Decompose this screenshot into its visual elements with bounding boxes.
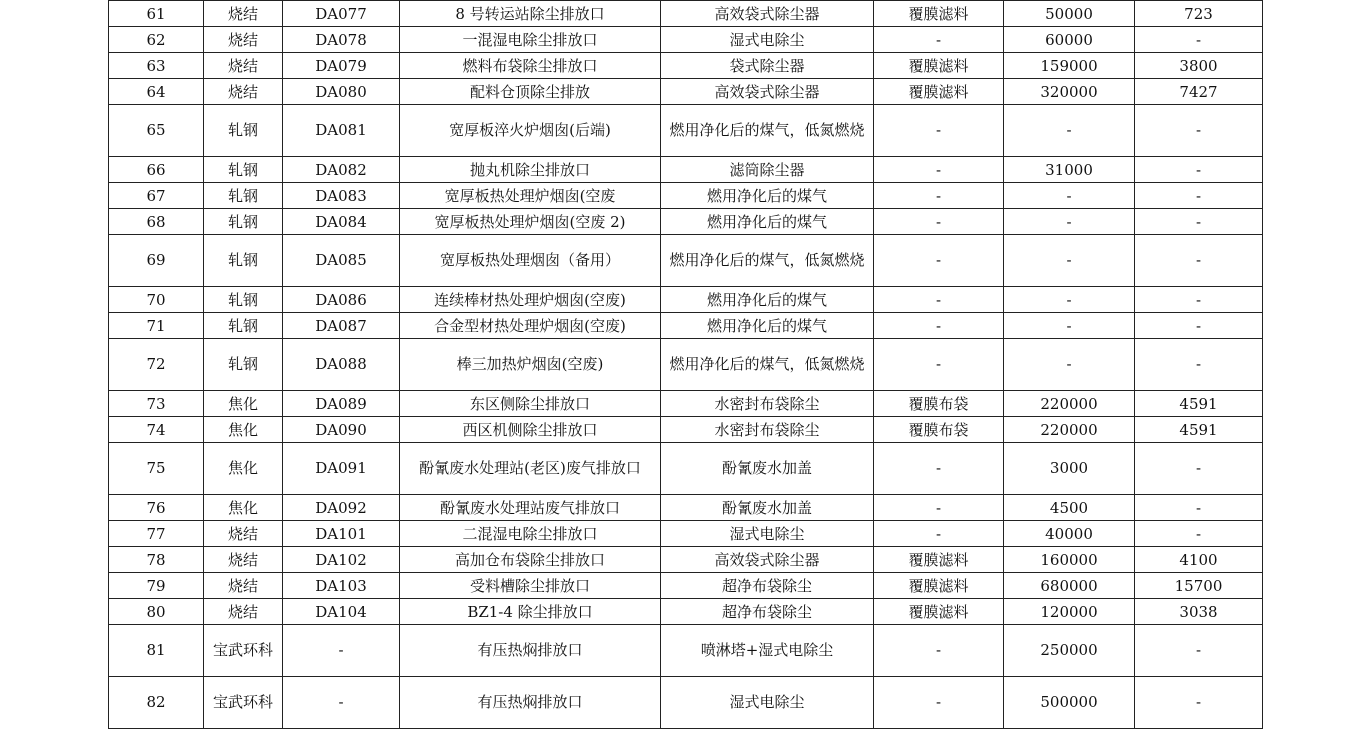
cell-code: DA102	[283, 547, 400, 573]
cell-material: 覆膜滤料	[874, 53, 1004, 79]
cell-volume: 4500	[1004, 495, 1135, 521]
cell-material: -	[874, 495, 1004, 521]
cell-no: 82	[109, 677, 204, 729]
cell-measure: 酚氰废水加盖	[661, 443, 874, 495]
cell-name: 东区侧除尘排放口	[400, 391, 661, 417]
cell-amount: 4591	[1135, 391, 1263, 417]
cell-amount: -	[1135, 209, 1263, 235]
cell-code: DA081	[283, 105, 400, 157]
cell-no: 63	[109, 53, 204, 79]
cell-measure: 袋式除尘器	[661, 53, 874, 79]
cell-measure: 湿式电除尘	[661, 677, 874, 729]
cell-code: DA079	[283, 53, 400, 79]
cell-no: 64	[109, 79, 204, 105]
cell-material: -	[874, 677, 1004, 729]
cell-no: 70	[109, 287, 204, 313]
cell-unit: 焦化	[204, 443, 283, 495]
cell-no: 71	[109, 313, 204, 339]
cell-volume: 680000	[1004, 573, 1135, 599]
cell-unit: 宝武环科	[204, 677, 283, 729]
cell-name: 二混湿电除尘排放口	[400, 521, 661, 547]
cell-code: DA104	[283, 599, 400, 625]
table-row	[109, 521, 1263, 547]
table-row	[109, 235, 1263, 287]
cell-measure: 高效袋式除尘器	[661, 1, 874, 27]
cell-material: -	[874, 625, 1004, 677]
cell-material: -	[874, 339, 1004, 391]
cell-code: DA086	[283, 287, 400, 313]
table-row	[109, 443, 1263, 495]
cell-no: 76	[109, 495, 204, 521]
cell-code: DA078	[283, 27, 400, 53]
cell-material: 覆膜布袋	[874, 417, 1004, 443]
cell-no: 68	[109, 209, 204, 235]
cell-material: -	[874, 235, 1004, 287]
cell-unit: 烧结	[204, 53, 283, 79]
cell-name: 西区机侧除尘排放口	[400, 417, 661, 443]
cell-volume: 220000	[1004, 417, 1135, 443]
cell-code: DA091	[283, 443, 400, 495]
cell-unit: 焦化	[204, 417, 283, 443]
cell-measure: 湿式电除尘	[661, 27, 874, 53]
cell-material: -	[874, 521, 1004, 547]
cell-code: DA085	[283, 235, 400, 287]
cell-no: 77	[109, 521, 204, 547]
table-row	[109, 313, 1263, 339]
cell-material: 覆膜布袋	[874, 391, 1004, 417]
cell-amount: 7427	[1135, 79, 1263, 105]
cell-volume: -	[1004, 183, 1135, 209]
cell-code: DA088	[283, 339, 400, 391]
cell-measure: 酚氰废水加盖	[661, 495, 874, 521]
cell-amount: -	[1135, 183, 1263, 209]
cell-volume: 60000	[1004, 27, 1135, 53]
cell-volume: 31000	[1004, 157, 1135, 183]
cell-unit: 烧结	[204, 599, 283, 625]
cell-measure: 超净布袋除尘	[661, 599, 874, 625]
cell-material: -	[874, 27, 1004, 53]
cell-volume: 320000	[1004, 79, 1135, 105]
cell-amount: -	[1135, 287, 1263, 313]
cell-amount: -	[1135, 157, 1263, 183]
cell-volume: -	[1004, 287, 1135, 313]
cell-measure: 燃用净化后的煤气，低氮燃烧	[661, 339, 874, 391]
cell-unit: 宝武环科	[204, 625, 283, 677]
cell-measure: 超净布袋除尘	[661, 573, 874, 599]
cell-material: 覆膜滤料	[874, 547, 1004, 573]
cell-no: 72	[109, 339, 204, 391]
table-row	[109, 599, 1263, 625]
cell-no: 78	[109, 547, 204, 573]
cell-unit: 轧钢	[204, 157, 283, 183]
cell-name: 8 号转运站除尘排放口	[400, 1, 661, 27]
cell-no: 81	[109, 625, 204, 677]
cell-name: 受料槽除尘排放口	[400, 573, 661, 599]
cell-measure: 燃用净化后的煤气	[661, 287, 874, 313]
cell-name: 宽厚板淬火炉烟囱(后端)	[400, 105, 661, 157]
cell-name: 有压热焖排放口	[400, 677, 661, 729]
cell-name: 燃料布袋除尘排放口	[400, 53, 661, 79]
cell-unit: 轧钢	[204, 235, 283, 287]
cell-code: DA083	[283, 183, 400, 209]
cell-code: DA092	[283, 495, 400, 521]
cell-volume: 3000	[1004, 443, 1135, 495]
cell-name: BZ1-4 除尘排放口	[400, 599, 661, 625]
cell-no: 66	[109, 157, 204, 183]
cell-volume: 250000	[1004, 625, 1135, 677]
cell-measure: 燃用净化后的煤气	[661, 183, 874, 209]
emission-table	[108, 0, 1263, 729]
table-row	[109, 677, 1263, 729]
cell-name: 连续棒材热处理炉烟囱(空废)	[400, 287, 661, 313]
cell-code: DA090	[283, 417, 400, 443]
cell-volume: -	[1004, 339, 1135, 391]
cell-name: 一混湿电除尘排放口	[400, 27, 661, 53]
table-row	[109, 573, 1263, 599]
cell-volume: -	[1004, 105, 1135, 157]
cell-amount: -	[1135, 495, 1263, 521]
cell-unit: 轧钢	[204, 105, 283, 157]
cell-unit: 轧钢	[204, 313, 283, 339]
table-row	[109, 1, 1263, 27]
table-row	[109, 105, 1263, 157]
cell-unit: 烧结	[204, 27, 283, 53]
cell-no: 62	[109, 27, 204, 53]
cell-volume: 160000	[1004, 547, 1135, 573]
cell-name: 高加仓布袋除尘排放口	[400, 547, 661, 573]
cell-volume: 120000	[1004, 599, 1135, 625]
cell-material: -	[874, 157, 1004, 183]
cell-amount: 3800	[1135, 53, 1263, 79]
cell-amount: -	[1135, 235, 1263, 287]
cell-measure: 水密封布袋除尘	[661, 391, 874, 417]
cell-material: 覆膜滤料	[874, 573, 1004, 599]
cell-code: DA084	[283, 209, 400, 235]
cell-name: 合金型材热处理炉烟囱(空废)	[400, 313, 661, 339]
cell-code: -	[283, 677, 400, 729]
table-row	[109, 157, 1263, 183]
cell-measure: 喷淋塔+湿式电除尘	[661, 625, 874, 677]
cell-material: -	[874, 183, 1004, 209]
cell-unit: 烧结	[204, 521, 283, 547]
cell-no: 61	[109, 1, 204, 27]
cell-amount: -	[1135, 313, 1263, 339]
cell-material: -	[874, 209, 1004, 235]
cell-amount: 3038	[1135, 599, 1263, 625]
cell-volume: 50000	[1004, 1, 1135, 27]
table-row	[109, 53, 1263, 79]
cell-no: 80	[109, 599, 204, 625]
cell-measure: 燃用净化后的煤气	[661, 313, 874, 339]
cell-code: DA089	[283, 391, 400, 417]
table-row	[109, 27, 1263, 53]
table-row	[109, 391, 1263, 417]
cell-unit: 烧结	[204, 1, 283, 27]
cell-measure: 燃用净化后的煤气，低氮燃烧	[661, 105, 874, 157]
cell-name: 宽厚板热处理烟囱（备用）	[400, 235, 661, 287]
cell-unit: 轧钢	[204, 287, 283, 313]
cell-unit: 焦化	[204, 391, 283, 417]
cell-code: DA080	[283, 79, 400, 105]
cell-material: -	[874, 313, 1004, 339]
cell-name: 酚氰废水处理站废气排放口	[400, 495, 661, 521]
cell-measure: 高效袋式除尘器	[661, 547, 874, 573]
cell-unit: 焦化	[204, 495, 283, 521]
table-row	[109, 547, 1263, 573]
cell-code: DA087	[283, 313, 400, 339]
cell-amount: -	[1135, 521, 1263, 547]
cell-material: -	[874, 105, 1004, 157]
table-body	[109, 1, 1263, 729]
cell-no: 69	[109, 235, 204, 287]
cell-name: 有压热焖排放口	[400, 625, 661, 677]
table-row	[109, 209, 1263, 235]
cell-volume: -	[1004, 209, 1135, 235]
cell-volume: -	[1004, 313, 1135, 339]
cell-amount: -	[1135, 625, 1263, 677]
cell-unit: 烧结	[204, 79, 283, 105]
cell-material: -	[874, 287, 1004, 313]
cell-material: 覆膜滤料	[874, 599, 1004, 625]
cell-amount: 4100	[1135, 547, 1263, 573]
cell-no: 75	[109, 443, 204, 495]
cell-measure: 湿式电除尘	[661, 521, 874, 547]
cell-measure: 高效袋式除尘器	[661, 79, 874, 105]
table-row	[109, 183, 1263, 209]
cell-name: 宽厚板热处理炉烟囱(空废	[400, 183, 661, 209]
cell-amount: -	[1135, 339, 1263, 391]
table-row	[109, 417, 1263, 443]
cell-name: 宽厚板热处理炉烟囱(空废 2)	[400, 209, 661, 235]
cell-code: DA077	[283, 1, 400, 27]
cell-no: 67	[109, 183, 204, 209]
cell-amount: 15700	[1135, 573, 1263, 599]
cell-measure: 燃用净化后的煤气	[661, 209, 874, 235]
cell-measure: 滤筒除尘器	[661, 157, 874, 183]
cell-code: DA103	[283, 573, 400, 599]
cell-no: 74	[109, 417, 204, 443]
cell-unit: 轧钢	[204, 209, 283, 235]
cell-volume: 500000	[1004, 677, 1135, 729]
cell-measure: 燃用净化后的煤气，低氮燃烧	[661, 235, 874, 287]
cell-name: 配料仓顶除尘排放	[400, 79, 661, 105]
cell-code: DA082	[283, 157, 400, 183]
cell-name: 抛丸机除尘排放口	[400, 157, 661, 183]
cell-unit: 轧钢	[204, 183, 283, 209]
cell-measure: 水密封布袋除尘	[661, 417, 874, 443]
cell-volume: 220000	[1004, 391, 1135, 417]
cell-name: 酚氰废水处理站(老区)废气排放口	[400, 443, 661, 495]
cell-name: 棒三加热炉烟囱(空废)	[400, 339, 661, 391]
cell-material: 覆膜滤料	[874, 1, 1004, 27]
cell-volume: -	[1004, 235, 1135, 287]
cell-no: 65	[109, 105, 204, 157]
cell-volume: 40000	[1004, 521, 1135, 547]
cell-no: 73	[109, 391, 204, 417]
table-row	[109, 625, 1263, 677]
cell-material: -	[874, 443, 1004, 495]
cell-amount: -	[1135, 27, 1263, 53]
cell-amount: 4591	[1135, 417, 1263, 443]
table-row	[109, 339, 1263, 391]
table-row	[109, 79, 1263, 105]
cell-unit: 轧钢	[204, 339, 283, 391]
table-row	[109, 495, 1263, 521]
cell-unit: 烧结	[204, 547, 283, 573]
cell-amount: 723	[1135, 1, 1263, 27]
cell-amount: -	[1135, 443, 1263, 495]
cell-no: 79	[109, 573, 204, 599]
cell-code: DA101	[283, 521, 400, 547]
cell-code: -	[283, 625, 400, 677]
cell-volume: 159000	[1004, 53, 1135, 79]
table-row	[109, 287, 1263, 313]
cell-amount: -	[1135, 105, 1263, 157]
cell-material: 覆膜滤料	[874, 79, 1004, 105]
cell-amount: -	[1135, 677, 1263, 729]
cell-unit: 烧结	[204, 573, 283, 599]
